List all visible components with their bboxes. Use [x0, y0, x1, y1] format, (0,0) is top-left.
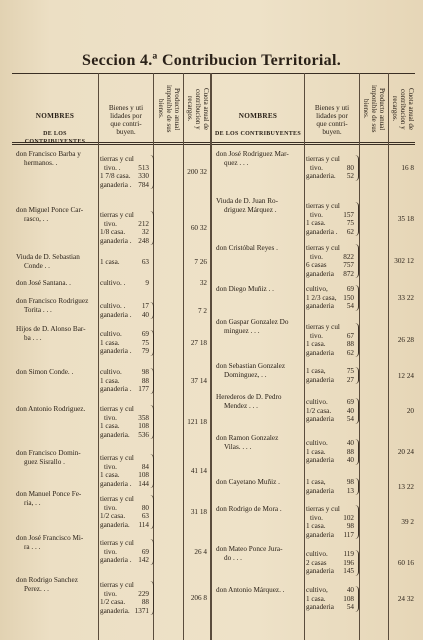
header-bienes-4: buyen.: [322, 128, 342, 136]
property-item: tierras y cul: [100, 495, 134, 503]
contributor-name: don José Rodriguez Mar-: [216, 150, 289, 158]
cuota-value: 12 24: [397, 371, 414, 380]
property-item: 1 7/8 casa.: [100, 172, 131, 180]
item-brace: [355, 323, 359, 357]
item-brace: [355, 155, 359, 181]
property-item: tivo.: [310, 513, 323, 522]
producto-value: 98: [346, 478, 354, 486]
header-cuota: Cuota anual de contribucion y recargos.: [391, 88, 415, 130]
producto-value: 32: [141, 228, 149, 236]
producto-value: 157: [343, 210, 354, 219]
producto-value: 69: [141, 330, 149, 338]
item-brace: [150, 302, 154, 319]
producto-value: 40: [346, 456, 354, 464]
producto-value: 62: [346, 227, 354, 236]
producto-value: 54: [346, 603, 354, 611]
property-item: 1/2 casa.: [306, 406, 332, 415]
property-item: ganaderia: [306, 567, 334, 575]
producto-value: 27: [346, 375, 354, 384]
cuota-value: 16 8: [401, 163, 414, 172]
contributor-name: don Rodrigo Sanchez: [16, 576, 78, 584]
header-bienes-2: lidades por: [316, 112, 348, 120]
item-brace: [355, 367, 359, 384]
property-item: tivo.: [104, 219, 117, 228]
cuota-value: 37 14: [190, 376, 207, 385]
contributor-name: Herederos de D. Pedro: [216, 393, 282, 401]
property-item: tivo.: [104, 589, 117, 598]
header-bienes-1: Bienes y uti: [314, 104, 350, 112]
producto-value: 69: [141, 547, 149, 556]
contributor-name: do . . .: [224, 554, 242, 562]
producto-value: 144: [138, 479, 149, 488]
producto-value: 62: [346, 348, 354, 357]
property-item: 1 casa.: [306, 594, 326, 603]
contributor-name: ra . . .: [24, 543, 41, 551]
contributor-name: Perez. . .: [24, 585, 49, 593]
cuota-value: 7 26: [194, 258, 207, 267]
contributor-name: quez . . .: [224, 159, 249, 167]
property-item: cultivo.: [100, 368, 122, 376]
contributor-name: Viuda de D. Sebastian: [16, 253, 80, 261]
property-item: ganaderia .: [100, 236, 132, 245]
contributor-name: don Gaspar Gonzalez Do: [216, 318, 289, 326]
cuota-value: 35 18: [397, 215, 414, 223]
property-item: tierras y cul: [100, 211, 134, 219]
contributor-name: don Miguel Ponce Car-: [16, 206, 84, 214]
property-item: tivo.: [104, 413, 117, 422]
producto-value: 196: [343, 558, 354, 567]
producto-value: 102: [343, 513, 354, 522]
header-bienes-3: que contri-: [316, 120, 348, 128]
col-line: [359, 73, 360, 640]
contributor-name: don Mateo Ponce Jura-: [216, 545, 283, 553]
contributor-name: Mendez . . .: [224, 402, 258, 410]
cuota-value: 31 18: [190, 508, 207, 516]
producto-value: 40: [346, 406, 354, 415]
cuota-value: 121 18: [187, 418, 207, 426]
col-line: [388, 73, 389, 640]
property-item: ganaderia: [306, 302, 334, 310]
producto-value: 52: [346, 172, 354, 180]
item-brace: [150, 211, 154, 245]
contributor-name: don Antonio Márquez. .: [216, 586, 285, 594]
cuota-value: 33 22: [397, 293, 414, 302]
producto-value: 98: [141, 368, 149, 376]
cuota-value: 206 8: [190, 594, 207, 602]
col-line: [210, 73, 212, 640]
property-item: tierras y cul: [100, 539, 134, 547]
contributor-name: Torita . . .: [24, 306, 52, 314]
property-item: tierras y cul: [306, 505, 340, 513]
producto-value: 117: [343, 530, 354, 539]
producto-value: 1371: [134, 606, 149, 615]
contributor-name: don Rodrigo de Mora .: [216, 505, 282, 513]
cuota-value: 20: [406, 406, 414, 415]
producto-value: 757: [343, 261, 354, 269]
cuota-value: 200 32: [187, 168, 207, 176]
contributor-name: driguez Márquez .: [224, 206, 277, 214]
property-item: 1 casa.: [306, 447, 326, 456]
producto-value: 150: [343, 293, 354, 302]
contributor-name: don José Francisco Mi-: [16, 534, 84, 542]
producto-value: 69: [346, 398, 354, 406]
property-item: ganaderia: [306, 603, 334, 611]
property-item: ganaderia: [306, 348, 334, 357]
property-item: tivo.: [104, 547, 117, 556]
producto-value: 114: [138, 520, 149, 529]
producto-value: 84: [141, 462, 149, 471]
col-line: [304, 73, 305, 640]
item-brace: [355, 478, 359, 495]
header-bienes: [305, 104, 359, 136]
item-brace: [355, 285, 359, 311]
property-item: cultivo,: [306, 285, 328, 293]
contributor-name: don Simon Conde. .: [16, 368, 74, 376]
property-item: ganaderia: [306, 269, 334, 278]
item-brace: [150, 539, 154, 565]
property-item: tierras y cul: [100, 405, 134, 413]
property-item: tivo. .: [104, 163, 121, 172]
cuota-value: 27 18: [190, 338, 207, 347]
item-brace: [150, 454, 154, 488]
property-item: 1 casa.: [306, 219, 326, 227]
header-producto: Producto anual imponible de sus bienes.: [362, 85, 386, 133]
header-bienes-1: Bienes y uti: [108, 104, 144, 112]
producto-value: 69: [346, 285, 354, 293]
producto-value: 88: [141, 598, 149, 606]
producto-value: 536: [138, 430, 149, 439]
cuota-value: 20 24: [397, 447, 414, 456]
producto-value: 40: [141, 310, 149, 319]
property-item: 1/2 casa.: [100, 598, 126, 606]
header-bienes-2: lidades por: [110, 112, 142, 120]
contributor-name: don Antonio Rodriguez.: [16, 405, 86, 413]
producto-value: 40: [346, 439, 354, 447]
property-item: tierras y cul: [306, 155, 340, 163]
producto-value: 80: [141, 503, 149, 512]
item-brace: [355, 244, 359, 278]
contributor-name: don José Santana. .: [16, 279, 71, 287]
property-item: 6 casas: [306, 261, 327, 269]
cuota-value: 24 32: [397, 594, 414, 603]
cuota-value: 26 4: [194, 547, 207, 556]
property-item: tivo.: [310, 163, 323, 172]
item-brace: [355, 439, 359, 465]
producto-value: 119: [343, 550, 354, 558]
property-item: 2 casas: [306, 558, 327, 567]
property-item: 1 casa.: [306, 340, 326, 348]
producto-value: 75: [346, 367, 354, 375]
property-item: ganaderia.: [100, 606, 130, 615]
property-item: tierras y cul: [306, 244, 340, 252]
property-item: ganaderia .: [100, 180, 132, 189]
producto-value: 17: [141, 302, 149, 310]
contributor-name: rasco, . .: [24, 215, 49, 223]
header-bienes-4: buyen.: [116, 128, 136, 136]
header-names-sub: DE LOS CONTRIBUYENTES: [215, 131, 301, 137]
property-item: tivo.: [310, 331, 323, 340]
property-item: 1 casa.: [100, 376, 120, 385]
cuota-value: 60 16: [397, 558, 414, 567]
producto-value: 79: [141, 347, 149, 355]
item-brace: [355, 550, 359, 576]
contributor-name: don Francisco Barba y: [16, 150, 81, 158]
header-producto: Producto anual imponible de sus bienes.: [157, 85, 181, 133]
contributor-name: Dominguez, . .: [224, 371, 267, 379]
producto-value: 108: [138, 422, 149, 430]
contributor-name: Vilas. . . .: [224, 443, 252, 451]
property-item: tivo.: [104, 462, 117, 471]
producto-value: 872: [343, 269, 354, 278]
property-item: tivo.: [310, 210, 323, 219]
property-item: tierras y cul: [100, 581, 134, 589]
item-brace: [150, 330, 154, 356]
header-names: NOMBRES: [35, 112, 75, 120]
property-item: 1 casa.: [100, 422, 120, 430]
contributor-name: Viuda de D. Juan Ro-: [216, 197, 279, 205]
item-brace: [355, 586, 359, 612]
cuota-value: 302 12: [394, 257, 414, 265]
header-names: NOMBRES: [238, 112, 278, 120]
property-item: 1 casa,: [306, 367, 326, 375]
property-item: ganaderia .: [100, 556, 132, 564]
producto-value: 330: [138, 172, 149, 180]
contributor-name: don Ramon Gonzalez: [216, 434, 279, 442]
property-item: ganaderia .: [100, 479, 132, 488]
producto-value: 63: [141, 512, 149, 520]
property-item: ganaderia .: [100, 310, 132, 319]
property-item: cultivo,: [306, 586, 328, 594]
producto-value: 54: [346, 415, 354, 423]
property-item: ganaderia: [306, 415, 334, 423]
item-brace: [355, 398, 359, 424]
property-item: 1 casa.: [100, 471, 120, 479]
producto-value: 248: [138, 236, 149, 245]
contributor-name: Conde . .: [24, 262, 50, 270]
property-item: ganaderia: [306, 486, 334, 495]
property-item: ganaderia .: [306, 227, 338, 236]
producto-value: 177: [138, 385, 149, 393]
property-item: ganaderia .: [100, 385, 132, 393]
producto-value: 88: [346, 340, 354, 348]
cuota-value: 32: [199, 279, 207, 288]
item-brace: [150, 495, 154, 529]
producto-value: 822: [343, 252, 354, 261]
producto-value: 75: [346, 219, 354, 227]
col-line: [98, 73, 99, 640]
producto-value: 75: [141, 338, 149, 347]
property-item: tierras y cul: [100, 155, 134, 163]
header-cuota: Cuota anual de contribucion y recargos.: [186, 88, 210, 130]
cuota-value: 26 28: [397, 336, 414, 344]
property-item: 1 casa.: [100, 338, 120, 347]
item-brace: [355, 202, 359, 236]
contributor-name: ria, . .: [24, 499, 41, 507]
property-item: ganaderia.: [306, 172, 336, 180]
header-bienes-3: que contri-: [110, 120, 142, 128]
producto-value: 145: [343, 567, 354, 575]
cuota-value: 41 14: [190, 467, 207, 475]
producto-value: 98: [346, 522, 354, 530]
property-item: 1/8 casa.: [100, 228, 126, 236]
property-item: ganaderia.: [100, 430, 130, 439]
item-brace: [150, 155, 154, 189]
property-item: cultivo. .: [100, 279, 126, 287]
property-item: cultivo.: [306, 550, 328, 558]
contributor-name: don Diego Muñiz . .: [216, 285, 274, 293]
cuota-value: 39 2: [401, 518, 414, 526]
producto-value: 108: [343, 594, 354, 603]
producto-value: 358: [138, 413, 149, 422]
property-item: 1/2 casa.: [100, 512, 126, 520]
property-item: 1 casa,: [306, 478, 326, 486]
producto-value: 13: [346, 486, 354, 495]
property-item: ganaderia: [306, 456, 334, 464]
header-bienes: [99, 104, 153, 136]
contributor-name: don Cristóbal Reyes .: [216, 244, 278, 252]
property-item: cultivo.: [306, 398, 328, 406]
contributor-name: don Manuel Ponce Fe-: [16, 490, 82, 498]
producto-value: 9: [145, 279, 149, 287]
producto-value: 784: [138, 180, 149, 189]
property-item: tierras y cul: [100, 454, 134, 462]
property-item: tivo.: [310, 252, 323, 261]
producto-value: 212: [138, 219, 149, 228]
contributor-name: don Cayetano Muñiz .: [216, 478, 280, 486]
property-item: tierras y cul: [306, 323, 340, 331]
contributor-name: don Sebastian Gonzalez: [216, 362, 286, 370]
property-item: cultivo.: [100, 330, 122, 338]
producto-value: 88: [141, 376, 149, 385]
cuota-value: 7 2: [198, 306, 207, 315]
producto-value: 142: [138, 556, 149, 564]
producto-value: 229: [138, 589, 149, 598]
property-item: cultivo.: [306, 439, 328, 447]
item-brace: [355, 505, 359, 539]
property-item: ganaderia .: [100, 347, 132, 355]
property-item: 1 2/3 casa,: [306, 293, 337, 302]
header-names-sub: DE LOS CONTRIBUYENTES: [24, 131, 86, 145]
property-item: ganaderia.: [100, 520, 130, 529]
contributor-name: minguez . . .: [224, 327, 260, 335]
item-brace: [150, 581, 154, 615]
item-brace: [150, 368, 154, 394]
producto-value: 80: [346, 163, 354, 172]
property-item: tierras y cul: [306, 202, 340, 210]
contributor-name: hermanos. .: [24, 159, 58, 167]
cuota-value: 13 22: [397, 482, 414, 491]
item-brace: [150, 405, 154, 439]
producto-value: 40: [346, 586, 354, 594]
property-item: 1 casa.: [306, 522, 326, 530]
producto-value: 54: [346, 302, 354, 310]
contributor-name: ba . . .: [24, 334, 42, 342]
page-title: Seccion 4.ª Contribucion Territorial.: [82, 52, 341, 69]
property-item: tivo.: [104, 503, 117, 512]
contributor-name: don Francisco Rodriguez: [16, 297, 89, 305]
property-item: ganaderia: [306, 375, 334, 384]
property-item: 1 casa.: [100, 258, 120, 266]
property-item: cultivo. .: [100, 302, 126, 310]
producto-value: 67: [346, 331, 354, 340]
contributor-name: don Francisco Domin-: [16, 449, 81, 457]
contributor-name: guez Sisrallo .: [24, 458, 65, 466]
header-rule-top: [12, 73, 415, 74]
property-item: ganaderia: [306, 530, 334, 539]
producto-value: 63: [141, 258, 149, 266]
producto-value: 108: [138, 471, 149, 479]
producto-value: 88: [346, 447, 354, 456]
producto-value: 513: [138, 163, 149, 172]
contributor-name: Hijos de D. Alonso Bar-: [16, 325, 86, 333]
cuota-value: 60 32: [190, 224, 207, 232]
